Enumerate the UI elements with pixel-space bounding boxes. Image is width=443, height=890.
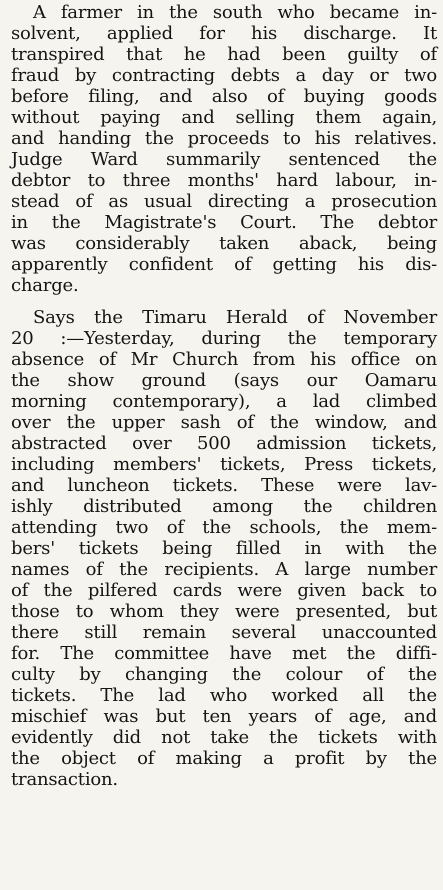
text-line: 20 :—Yesterday, during the temporary [11, 328, 437, 349]
newspaper-column [11, 2, 437, 790]
text-line: and handing the proceeds to his relatives. [11, 128, 437, 149]
text-line: stead of as usual directing a prosecution [11, 191, 437, 212]
text-line: apparently confident of getting his dis- [11, 254, 437, 275]
text-line: debtor to three months' hard labour, in- [11, 170, 437, 191]
text-line: culty by changing the colour of the [11, 664, 437, 685]
text-line: morning contemporary), a lad climbed [11, 391, 437, 412]
text-line: mischief was but ten years of age, and [11, 706, 437, 727]
text-line: transaction. [11, 769, 118, 790]
text-line: in the Magistrate's Court. The debtor [11, 212, 437, 233]
text-line: was considerably taken aback, being [11, 233, 437, 254]
text-line: charge. [11, 275, 79, 296]
text-line: attending two of the schools, the mem- [11, 517, 437, 538]
text-line: absence of Mr Church from his office on [11, 349, 437, 370]
text-line: tickets. The lad who worked all the [11, 685, 437, 706]
text-line: A farmer in the south who became in- [33, 2, 437, 23]
text-line: of the pilfered cards were given back to [11, 580, 437, 601]
text-line: solvent, applied for his discharge. It [11, 23, 437, 44]
text-line: Judge Ward summarily sentenced the [11, 149, 437, 170]
text-line: without paying and selling them again, [11, 107, 437, 128]
text-line: those to whom they were presented, but [11, 601, 437, 622]
text-line: including members' tickets, Press tickets, [11, 454, 437, 475]
text-line: ishly distributed among the children [11, 496, 437, 517]
text-line: evidently did not take the tickets with [11, 727, 437, 748]
text-line: bers' tickets being filled in with the [11, 538, 437, 559]
text-line: before filing, and also of buying goods [11, 86, 437, 107]
text-line: over the upper sash of the window, and [11, 412, 437, 433]
text-line: abstracted over 500 admission tickets, [11, 433, 437, 454]
paragraph-insolvent-farmer [11, 2, 437, 296]
text-line: and luncheon tickets. These were lav- [11, 475, 437, 496]
text-line: transpired that he had been guilty of [11, 44, 437, 65]
paragraph-gap [11, 296, 437, 307]
text-line: Says the Timaru Herald of November [33, 307, 437, 328]
text-line: the show ground (says our Oamaru [11, 370, 437, 391]
text-line: the object of making a profit by the [11, 748, 437, 769]
text-line: names of the recipients. A large number [11, 559, 437, 580]
paragraph-timaru-herald [11, 307, 437, 790]
text-line: fraud by contracting debts a day or two [11, 65, 437, 86]
text-line: there still remain several unaccounted [11, 622, 437, 643]
text-line: for. The committee have met the diffi- [11, 643, 437, 664]
